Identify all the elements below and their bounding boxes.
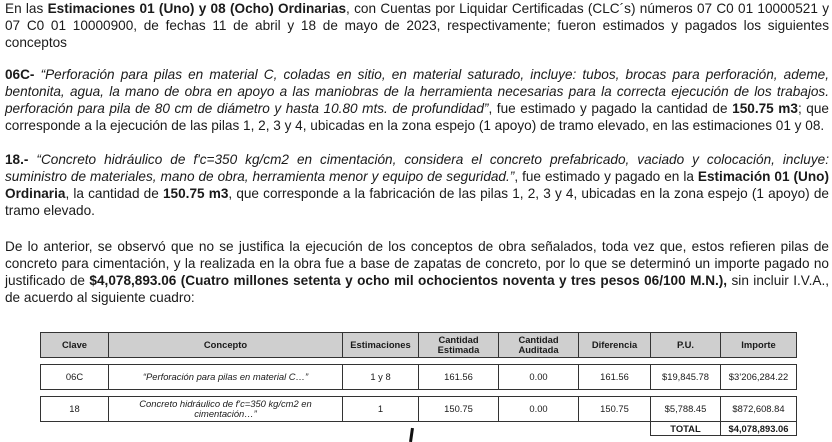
header-clave: Clave	[41, 333, 109, 358]
cell-concepto: “Perforación para pilas en material C…”	[109, 365, 343, 390]
cell-cantidad-auditada: 0.00	[499, 397, 579, 422]
cell-estimaciones: 1	[343, 397, 419, 422]
cell-importe: $872,608.84	[721, 397, 797, 422]
cell-diferencia: 150.75	[579, 397, 651, 422]
importe-table	[40, 332, 797, 436]
header-diferencia: Diferencia	[579, 333, 651, 358]
cell-pu: $19,845.78	[651, 365, 721, 390]
cell-clave: 06C	[41, 365, 109, 390]
cell-cantidad-auditada: 0.00	[499, 365, 579, 390]
table-total-row	[41, 422, 797, 436]
cell-importe: $3’206,284.22	[721, 365, 797, 390]
paragraph-concepto-18: 18.- “Concreto hidráulico de f'c=350 kg/cm2 en cimentación, considera el concreto prefabricado, vaciado y colocación, incluye: suministro de materiales, mano de obra, herramienta menor y equipo de seguridad.”, fue estimado y pagado en la Estimación 01 (Uno) Ordinaria, la cantidad de 150.75 m3, que corresponde a la fabricación de las pilas 1, 2, 3 y 4, ubicadas en la zona espejo (1 apoyo) de tramo elevado.	[5, 152, 829, 219]
cell-cantidad-estimada: 161.56	[419, 365, 499, 390]
cell-diferencia: 161.56	[579, 365, 651, 390]
paragraph-conclusion: De lo anterior, se observó que no se justifica la ejecución de los conceptos de obra señalados, toda vez que, estos refieren pilas de concreto para cimentación, y la realizada en la obra fue a base de zapatas de concreto, por lo que se determinó un importe pagado no justificado de $4,078,893.06 (Cuatro millones setenta y ocho mil ochocientos noventa y tres pesos 06/100 M.N.), sin incluir I.V.A., de acuerdo al siguiente cuadro:	[5, 239, 830, 306]
header-pu: P.U.	[651, 333, 721, 358]
table-spacer	[41, 358, 797, 365]
cell-cantidad-estimada: 150.75	[419, 397, 499, 422]
table-row	[41, 397, 797, 422]
paragraph-concepto-06c: 06C- “Perforación para pilas en material C, coladas en sitio, en material saturado, incluye: tubos, brocas para perforación, ademe, bentonita, agua, la mano de obra en apoyo a las maniobras de la herramienta necesarias para la correcta ejecución de los trabajos. perforación para pila de 80 cm de diámetro y hasta 10.80 mts. de profundidad”, fue estimado y pagado la cantidad de 150.75 m3; que corresponde a la ejecución de las pilas 1, 2, 3 y 4, ubicadas en la zona espejo (1 apoyo) de tramo elevado, en las estimaciones 01 y 08.	[5, 67, 829, 134]
paragraph-estimaciones: En las Estimaciones 01 (Uno) y 08 (Ocho) Ordinarias, con Cuentas por Liquidar Certificadas (CLC´s) números 07 C0 01 10000521 y 07 C0 01 10000900, de fechas 11 de abril y 18 de mayo de 2023, respectivamente; fueron estimados y pagados los siguientes conceptos	[5, 1, 829, 51]
header-cantidad-estimada: Cantidad Estimada	[419, 333, 499, 358]
table-spacer	[41, 390, 797, 397]
header-estimaciones: Estimaciones	[343, 333, 419, 358]
cell-pu: $5,788.45	[651, 397, 721, 422]
table-header-row	[41, 333, 797, 358]
cell-concepto: Concreto hidráulico de f'c=350 kg/cm2 en cimentación…”	[109, 397, 343, 422]
total-label: TOTAL	[651, 422, 721, 436]
cell-estimaciones: 1 y 8	[343, 365, 419, 390]
header-cantidad-auditada: Cantidad Auditada	[499, 333, 579, 358]
total-value: $4,078,893.06	[721, 422, 797, 436]
cell-clave: 18	[41, 397, 109, 422]
header-concepto: Concepto	[109, 333, 343, 358]
table-row	[41, 365, 797, 390]
header-importe: Importe	[721, 333, 797, 358]
